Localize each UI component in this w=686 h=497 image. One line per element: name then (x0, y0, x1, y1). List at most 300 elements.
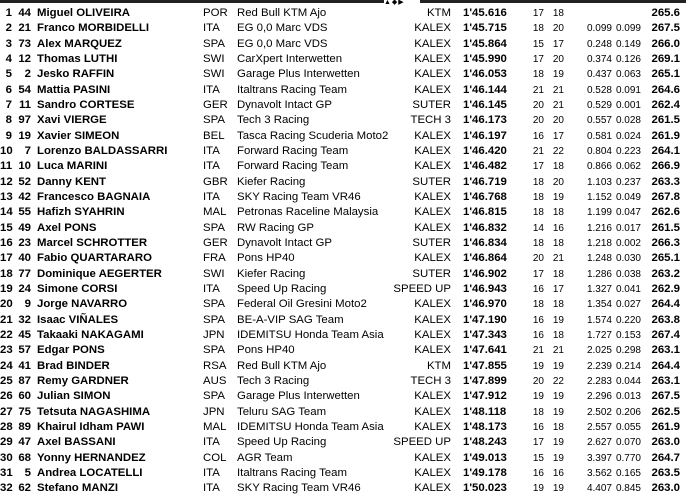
team-cell: Petronas Raceline Malaysia (237, 206, 379, 219)
team-cell: Forward Racing Team (237, 160, 349, 173)
gap-previous-cell: 0.002 (615, 237, 641, 249)
rider-name-cell: Axel PONS (37, 221, 97, 234)
position-cell: 29 (0, 436, 13, 449)
motorcycle-cell: KALEX (414, 129, 451, 142)
table-row (0, 481, 686, 496)
gap-previous-cell: 0.206 (615, 406, 641, 418)
position-cell: 26 (0, 390, 13, 403)
nation-cell: ITA (203, 190, 220, 203)
best-lap-cell: 17 (532, 437, 544, 449)
gap-previous-cell: 0.027 (615, 299, 641, 311)
best-lap-cell: 18 (532, 23, 544, 35)
gap-first-cell: 1.216 (586, 222, 612, 234)
gap-first-cell: 1.286 (586, 268, 612, 280)
position-cell: 30 (0, 451, 13, 464)
nation-cell: ITA (203, 282, 220, 295)
lap-time-cell: 1'46.970 (463, 298, 507, 311)
rider-number-cell: 75 (18, 405, 31, 418)
top-speed-cell: 267.8 (651, 190, 680, 203)
total-laps-cell: 22 (552, 375, 564, 387)
gap-first-cell: 0.248 (586, 38, 612, 50)
rider-number-cell: 12 (18, 52, 31, 65)
total-laps-cell: 19 (552, 314, 564, 326)
position-cell: 23 (0, 344, 13, 357)
top-speed-cell: 263.3 (651, 175, 680, 188)
results-table (0, 6, 686, 497)
motorcycle-cell: SUTER (412, 98, 451, 111)
rider-number-cell: 55 (18, 206, 31, 219)
top-speed-cell: 263.0 (651, 436, 680, 449)
total-laps-cell: 19 (552, 391, 564, 403)
table-row (0, 236, 686, 251)
team-cell: IDEMITSU Honda Team Asia (237, 328, 384, 341)
lap-time-cell: 1'49.013 (463, 451, 507, 464)
rider-number-cell: 89 (18, 420, 31, 433)
motorcycle-cell: KALEX (414, 298, 451, 311)
gap-first-cell: 2.239 (586, 360, 612, 372)
top-speed-cell: 262.9 (651, 282, 680, 295)
gap-previous-cell: 0.013 (615, 391, 641, 403)
rider-name-cell: Khairul Idham PAWI (37, 420, 145, 433)
lap-time-cell: 1'49.178 (463, 466, 507, 479)
position-cell: 11 (0, 160, 13, 173)
motorcycle-cell: SPEED UP (393, 282, 451, 295)
total-laps-cell: 18 (552, 8, 564, 19)
lap-time-cell: 1'48.118 (463, 405, 507, 418)
lap-time-cell: 1'47.855 (463, 359, 507, 372)
rider-number-cell: 23 (18, 236, 31, 249)
gap-first-cell: 0.374 (586, 53, 612, 65)
rider-name-cell: Sandro CORTESE (37, 98, 135, 111)
position-cell: 3 (5, 37, 12, 50)
top-speed-cell: 266.9 (651, 160, 680, 173)
lap-time-cell: 1'46.719 (463, 175, 507, 188)
top-speed-cell: 264.4 (651, 359, 680, 372)
gap-first-cell: 2.296 (586, 391, 612, 403)
total-laps-cell: 17 (552, 130, 564, 142)
position-cell: 25 (0, 374, 13, 387)
total-laps-cell: 17 (552, 283, 564, 295)
position-cell: 7 (5, 98, 12, 111)
top-speed-cell: 266.0 (651, 37, 680, 50)
best-lap-cell: 19 (532, 483, 544, 495)
top-speed-cell: 261.9 (651, 420, 680, 433)
rider-name-cell: Axel BASSANI (37, 436, 116, 449)
nation-cell: ITA (203, 83, 220, 96)
best-lap-cell: 15 (532, 38, 544, 50)
team-cell: Tasca Racing Scuderia Moto2 (237, 129, 389, 142)
gap-previous-cell: 0.237 (615, 176, 641, 188)
gap-previous-cell: 0.153 (615, 329, 641, 341)
team-cell: Speed Up Racing (237, 282, 327, 295)
top-speed-cell: 261.5 (651, 221, 680, 234)
position-cell: 27 (0, 405, 13, 418)
best-lap-cell: 20 (532, 253, 544, 265)
top-speed-cell: 263.8 (651, 313, 680, 326)
rider-number-cell: 11 (18, 98, 31, 111)
lap-time-cell: 1'46.144 (463, 83, 507, 96)
table-row (0, 6, 686, 21)
motorcycle-cell: KALEX (414, 466, 451, 479)
gap-previous-cell: 0.070 (615, 437, 641, 449)
top-speed-cell: 264.6 (651, 83, 680, 96)
nation-cell: BEL (203, 129, 225, 142)
top-speed-cell: 262.4 (651, 98, 680, 111)
gap-previous-cell: 0.017 (615, 222, 641, 234)
lap-time-cell: 1'45.715 (463, 22, 507, 35)
table-row (0, 466, 686, 481)
total-laps-cell: 19 (552, 406, 564, 418)
rider-number-cell: 45 (18, 328, 31, 341)
table-row (0, 21, 686, 36)
header-rule-left (0, 0, 384, 3)
motorcycle-cell: KALEX (414, 390, 451, 403)
rider-name-cell: Xavi VIERGE (37, 114, 107, 127)
team-cell: EG 0,0 Marc VDS (237, 37, 328, 50)
motorcycle-cell: KALEX (414, 344, 451, 357)
gap-previous-cell: 0.298 (615, 345, 641, 357)
total-laps-cell: 17 (552, 38, 564, 50)
nation-cell: SPA (203, 298, 225, 311)
rider-number-cell: 47 (18, 436, 31, 449)
rider-number-cell: 49 (18, 221, 31, 234)
top-speed-cell: 261.5 (651, 114, 680, 127)
gap-previous-cell: 0.091 (615, 84, 641, 96)
total-laps-cell: 18 (552, 237, 564, 249)
gap-previous-cell: 0.099 (615, 23, 641, 35)
total-laps-cell: 21 (552, 84, 564, 96)
table-row (0, 67, 686, 82)
table-row (0, 98, 686, 113)
position-cell: 5 (5, 68, 12, 81)
team-cell: Dynavolt Intact GP (237, 98, 332, 111)
nation-cell: AUS (203, 374, 227, 387)
team-cell: Speed Up Racing (237, 436, 327, 449)
rider-name-cell: Dominique AEGERTER (37, 267, 162, 280)
table-row (0, 435, 686, 450)
table-row (0, 144, 686, 159)
table-row (0, 328, 686, 343)
best-lap-cell: 16 (532, 130, 544, 142)
top-speed-cell: 261.9 (651, 129, 680, 142)
lap-time-cell: 1'48.173 (463, 420, 507, 433)
lap-time-cell: 1'47.190 (463, 313, 507, 326)
team-cell: SKY Racing Team VR46 (237, 190, 361, 203)
rider-number-cell: 41 (18, 359, 31, 372)
gap-previous-cell: 0.845 (615, 483, 641, 495)
team-cell: Italtrans Racing Team (237, 466, 347, 479)
table-row (0, 389, 686, 404)
motorcycle-cell: KALEX (414, 313, 451, 326)
gap-previous-cell: 0.149 (615, 38, 641, 50)
gap-first-cell: 0.099 (586, 23, 612, 35)
best-lap-cell: 19 (532, 360, 544, 372)
gap-previous-cell: 0.062 (615, 161, 641, 173)
lap-time-cell: 1'45.864 (463, 37, 507, 50)
best-lap-cell: 18 (532, 191, 544, 203)
nation-cell: SPA (203, 37, 225, 50)
rider-name-cell: Xavier SIMEON (37, 129, 120, 142)
motorcycle-cell: SUTER (412, 175, 451, 188)
motorcycle-cell: KALEX (414, 206, 451, 219)
rider-number-cell: 54 (18, 83, 31, 96)
lap-time-cell: 1'46.420 (463, 144, 507, 157)
total-laps-cell: 16 (552, 467, 564, 479)
total-laps-cell: 18 (552, 421, 564, 433)
table-row (0, 359, 686, 374)
rider-number-cell: 60 (18, 390, 31, 403)
gap-previous-cell: 0.028 (615, 115, 641, 127)
best-lap-cell: 20 (532, 375, 544, 387)
gap-previous-cell: 0.126 (615, 53, 641, 65)
position-cell: 10 (0, 144, 13, 157)
position-cell: 15 (0, 221, 13, 234)
top-speed-cell: 264.4 (651, 298, 680, 311)
motorcycle-cell: KALEX (414, 68, 451, 81)
lap-time-cell: 1'47.641 (463, 344, 507, 357)
gap-previous-cell: 0.024 (615, 130, 641, 142)
position-cell: 13 (0, 190, 13, 203)
motorcycle-cell: SUTER (412, 267, 451, 280)
rider-name-cell: Andrea LOCATELLI (37, 466, 143, 479)
best-lap-cell: 21 (532, 84, 544, 96)
total-laps-cell: 19 (552, 437, 564, 449)
table-row (0, 37, 686, 52)
motorcycle-cell: KALEX (414, 190, 451, 203)
gap-first-cell: 0.557 (586, 115, 612, 127)
nation-cell: ITA (203, 22, 220, 35)
gap-previous-cell: 0.055 (615, 421, 641, 433)
gap-first-cell: 1.727 (586, 329, 612, 341)
nation-cell: ITA (203, 466, 220, 479)
rider-name-cell: Marcel SCHROTTER (37, 236, 148, 249)
nation-cell: SWI (203, 68, 225, 81)
table-row (0, 175, 686, 190)
nation-cell: GBR (203, 175, 228, 188)
gap-first-cell: 1.574 (586, 314, 612, 326)
rider-number-cell: 42 (18, 190, 31, 203)
top-speed-cell: 264.1 (651, 144, 680, 157)
position-cell: 14 (0, 206, 13, 219)
gap-previous-cell: 0.223 (615, 145, 641, 157)
table-row (0, 343, 686, 358)
team-cell: SKY Racing Team VR46 (237, 482, 361, 495)
nation-cell: SPA (203, 344, 225, 357)
top-speed-cell: 265.1 (651, 68, 680, 81)
team-cell: Pons HP40 (237, 344, 295, 357)
top-speed-cell: 269.1 (651, 52, 680, 65)
table-row (0, 282, 686, 297)
motorcycle-cell: KALEX (414, 160, 451, 173)
lap-time-cell: 1'50.023 (463, 482, 507, 495)
gap-previous-cell: 0.214 (615, 360, 641, 372)
gap-first-cell: 4.407 (586, 483, 612, 495)
nation-cell: JPN (203, 328, 225, 341)
lap-time-cell: 1'47.343 (463, 328, 507, 341)
total-laps-cell: 21 (552, 253, 564, 265)
best-lap-cell: 16 (532, 421, 544, 433)
lap-time-cell: 1'46.815 (463, 206, 507, 219)
nation-cell: ITA (203, 436, 220, 449)
best-lap-cell: 21 (532, 145, 544, 157)
team-cell: Garage Plus Interwetten (237, 68, 360, 81)
gap-first-cell: 2.627 (586, 437, 612, 449)
total-laps-cell: 21 (552, 99, 564, 111)
lap-time-cell: 1'46.864 (463, 252, 507, 265)
team-cell: Red Bull KTM Ajo (237, 7, 327, 19)
header-bar (0, 0, 686, 4)
rider-number-cell: 77 (18, 267, 31, 280)
rider-name-cell: Franco MORBIDELLI (37, 22, 150, 35)
position-cell: 8 (5, 114, 12, 127)
rider-name-cell: Lorenzo BALDASSARRI (37, 144, 168, 157)
rider-name-cell: Alex MARQUEZ (37, 37, 122, 50)
total-laps-cell: 20 (552, 115, 564, 127)
total-laps-cell: 18 (552, 207, 564, 219)
rider-name-cell: Remy GARDNER (37, 374, 129, 387)
position-cell: 20 (0, 298, 13, 311)
rider-name-cell: Mattia PASINI (37, 83, 111, 96)
rider-name-cell: Isaac VIÑALES (37, 313, 119, 326)
rider-name-cell: Julian SIMON (37, 390, 111, 403)
lap-time-cell: 1'47.899 (463, 374, 507, 387)
best-lap-cell: 14 (532, 222, 544, 234)
rider-name-cell: Edgar PONS (37, 344, 105, 357)
position-cell: 1 (5, 7, 12, 19)
nation-cell: POR (203, 7, 228, 19)
top-speed-cell: 262.5 (651, 405, 680, 418)
motorcycle-cell: KALEX (414, 52, 451, 65)
gap-first-cell: 1.354 (586, 299, 612, 311)
motorcycle-cell: KTM (426, 359, 451, 372)
rider-number-cell: 44 (18, 7, 31, 19)
best-lap-cell: 20 (532, 115, 544, 127)
total-laps-cell: 19 (552, 69, 564, 81)
rider-number-cell: 19 (18, 129, 31, 142)
motorcycle-cell: KALEX (414, 22, 451, 35)
total-laps-cell: 18 (552, 329, 564, 341)
rider-name-cell: Takaaki NAKAGAMI (37, 328, 144, 341)
total-laps-cell: 18 (552, 299, 564, 311)
lap-time-cell: 1'46.053 (463, 68, 507, 81)
gap-previous-cell: 0.041 (615, 283, 641, 295)
team-cell: BE-A-VIP SAG Team (237, 313, 344, 326)
gap-previous-cell: 0.044 (615, 375, 641, 387)
table-row (0, 374, 686, 389)
nation-cell: ITA (203, 482, 220, 495)
rider-number-cell: 5 (24, 466, 31, 479)
team-cell: CarXpert Interwetten (237, 52, 343, 65)
nation-cell: SWI (203, 267, 225, 280)
top-speed-cell: 262.6 (651, 206, 680, 219)
motorcycle-cell: TECH 3 (410, 374, 451, 387)
position-cell: 19 (0, 282, 13, 295)
lap-time-cell: 1'46.832 (463, 221, 507, 234)
rider-number-cell: 24 (18, 282, 31, 295)
nation-cell: ITA (203, 144, 220, 157)
position-cell: 24 (0, 359, 13, 372)
motorcycle-cell: KTM (426, 7, 451, 19)
table-row (0, 52, 686, 67)
gap-first-cell: 0.581 (586, 130, 612, 142)
rider-name-cell: Luca MARINI (37, 160, 108, 173)
rider-number-cell: 62 (18, 482, 31, 495)
lap-time-cell: 1'46.943 (463, 282, 507, 295)
rider-number-cell: 2 (24, 68, 31, 81)
motorcycle-cell: KALEX (414, 405, 451, 418)
best-lap-cell: 18 (532, 69, 544, 81)
gap-previous-cell: 0.770 (615, 452, 641, 464)
table-row (0, 221, 686, 236)
total-laps-cell: 20 (552, 53, 564, 65)
total-laps-cell: 20 (552, 23, 564, 35)
gap-first-cell: 2.502 (586, 406, 612, 418)
position-cell: 4 (5, 52, 12, 65)
gap-first-cell: 0.804 (586, 145, 612, 157)
rider-name-cell: Jorge NAVARRO (37, 298, 128, 311)
nation-cell: MAL (203, 206, 227, 219)
top-speed-cell: 267.5 (651, 390, 680, 403)
best-lap-cell: 18 (532, 237, 544, 249)
rider-name-cell: Hafizh SYAHRIN (37, 206, 125, 219)
nation-cell: SPA (203, 114, 225, 127)
rider-name-cell: Simone CORSI (37, 282, 118, 295)
position-cell: 32 (0, 482, 13, 495)
gap-previous-cell: 0.030 (615, 253, 641, 265)
gap-previous-cell: 0.047 (615, 207, 641, 219)
nation-cell: COL (203, 451, 227, 464)
nation-cell: GER (203, 236, 228, 249)
gap-first-cell: 1.103 (586, 176, 612, 188)
top-speed-cell: 267.5 (651, 22, 680, 35)
position-cell: 9 (5, 129, 12, 142)
lap-time-cell: 1'46.173 (463, 114, 507, 127)
nation-cell: SPA (203, 313, 225, 326)
rider-name-cell: Brad BINDER (37, 359, 110, 372)
motorcycle-cell: KALEX (414, 83, 451, 96)
top-speed-cell: 267.4 (651, 328, 680, 341)
gap-first-cell: 0.528 (586, 84, 612, 96)
total-laps-cell: 19 (552, 191, 564, 203)
best-lap-cell: 18 (532, 176, 544, 188)
gap-previous-cell: 0.063 (615, 69, 641, 81)
rider-name-cell: Francesco BAGNAIA (37, 190, 151, 203)
table-row (0, 297, 686, 312)
gap-first-cell: 2.283 (586, 375, 612, 387)
gap-previous-cell: 0.049 (615, 191, 641, 203)
position-cell: 12 (0, 175, 13, 188)
motorcycle-cell: KALEX (414, 328, 451, 341)
rider-number-cell: 21 (18, 22, 31, 35)
rider-number-cell: 57 (18, 344, 31, 357)
motorcycle-cell: KALEX (414, 420, 451, 433)
gap-first-cell: 2.557 (586, 421, 612, 433)
team-cell: Forward Racing Team (237, 144, 349, 157)
top-speed-cell: 266.3 (651, 236, 680, 249)
total-laps-cell: 19 (552, 360, 564, 372)
rider-number-cell: 68 (18, 451, 31, 464)
table-row (0, 190, 686, 205)
gap-first-cell: 0.529 (586, 99, 612, 111)
team-cell: EG 0,0 Marc VDS (237, 22, 328, 35)
top-speed-cell: 263.1 (651, 374, 680, 387)
motorcycle-cell: KALEX (414, 144, 451, 157)
top-speed-cell: 263.0 (651, 482, 680, 495)
gap-first-cell: 1.152 (586, 191, 612, 203)
total-laps-cell: 22 (552, 145, 564, 157)
position-cell: 17 (0, 252, 13, 265)
rider-name-cell: Yonny HERNANDEZ (37, 451, 146, 464)
